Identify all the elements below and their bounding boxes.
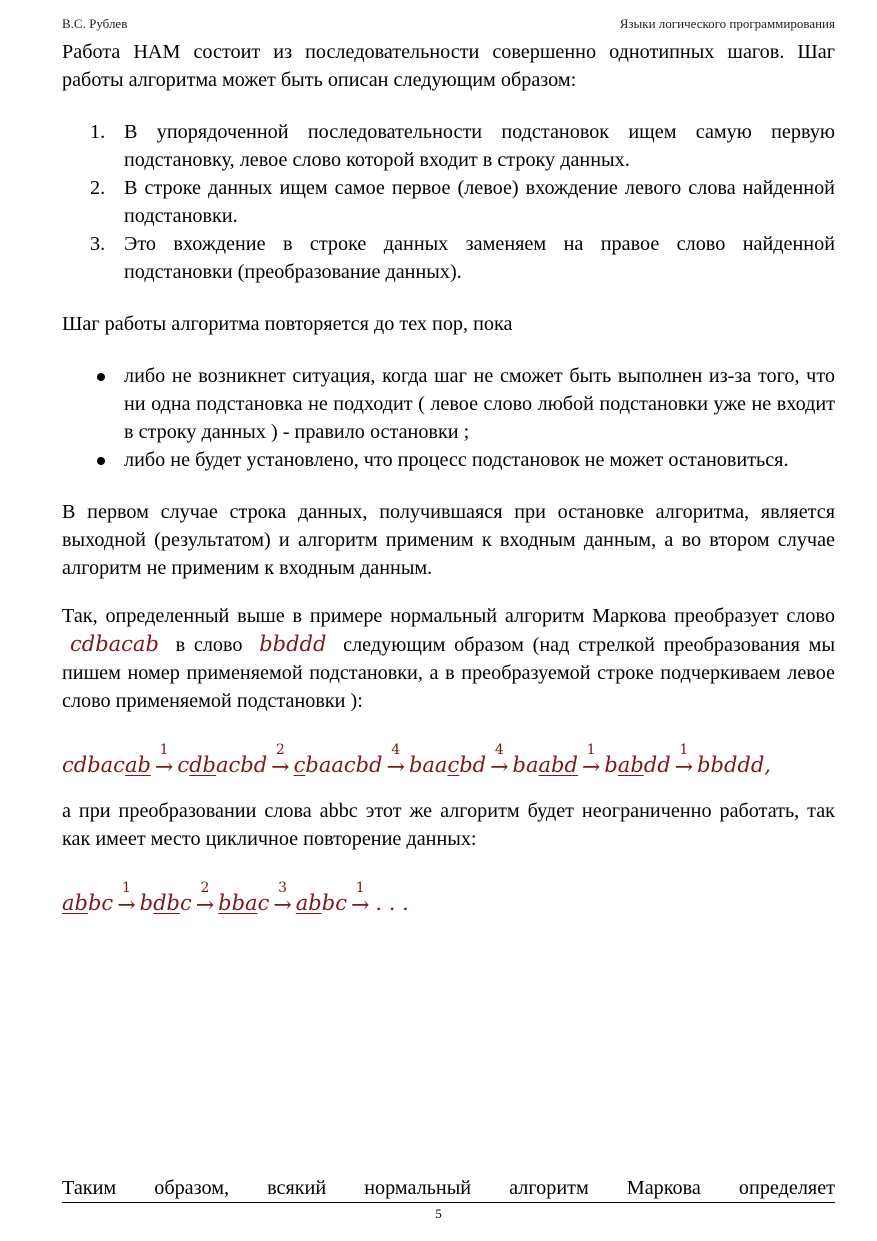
arrow-icon: → (273, 893, 292, 918)
arrow-icon: → (386, 755, 405, 780)
arrow-icon: → (350, 893, 370, 918)
arrow-label: 1 (159, 742, 169, 758)
example-text-3: следующим образом (над стрелкой преобразования мы пишем номер применяемой подстановки, а в преобразуемой строке подчеркиваем левое слово применяемой подстановки ): (62, 634, 836, 712)
word-part: bc (87, 891, 114, 915)
word-part: dd (643, 753, 671, 777)
list-text: Это вхождение в строке данных заменяем на правое слово найденной подстановки (преобразование данных). (124, 233, 835, 283)
underlined-part: db (153, 891, 180, 915)
underlined-part: db (189, 753, 216, 777)
word-part: acbd (216, 753, 268, 777)
list-number: 2. (90, 177, 106, 199)
list-item (62, 174, 835, 230)
chain-word (62, 889, 113, 917)
conditions-list (62, 362, 835, 474)
transition-arrow (387, 743, 405, 779)
steps-list (62, 118, 835, 286)
underlined-part: ab (62, 891, 88, 915)
transition-arrow (490, 743, 508, 779)
list-text: либо не будет установлено, что процесс подстановок не может остановиться. (124, 449, 789, 471)
transition-arrow (351, 881, 369, 917)
arrow-icon: → (195, 893, 215, 918)
intro-paragraph: Работа НАМ состоит из последовательности совершенно однотипных шагов. Шаг работы алгоритма может быть описан следующим образом: (62, 41, 835, 91)
underlined-part: c (447, 753, 460, 777)
arrow-label: 1 (586, 742, 596, 758)
example-paragraph (62, 602, 835, 715)
underlined-part: abd (538, 753, 578, 777)
repeat-paragraph: Шаг работы алгоритма повторяется до тех пор, пока (62, 313, 513, 335)
arrow-icon: → (117, 893, 136, 918)
transition-arrow (273, 881, 291, 917)
arrow-label: 4 (391, 742, 401, 758)
chain-word (294, 751, 383, 779)
word-part: baa (408, 753, 448, 777)
first-case-paragraph: В первом случае строка данных, получившаяся при остановке алгоритма, является выходной (результатом) и алгоритм применим к входным данным, а во втором случае алгоритм не применим к входным данным. (62, 501, 835, 579)
word-part: b (604, 753, 618, 777)
word-from: cdbacab (70, 632, 159, 656)
list-text: В строке данных ищем самое первое (левое) вхождение левого слова найденной подстановки. (124, 177, 835, 227)
word-part: bd (459, 753, 487, 777)
word-part: bbddd, (697, 753, 771, 777)
word-part: cdbac (62, 753, 125, 777)
chain-word (697, 751, 771, 779)
underlined-part: bba (218, 891, 258, 915)
arrow-icon: → (674, 755, 694, 780)
word-part: c (257, 891, 270, 915)
arrow-label: 4 (494, 742, 504, 758)
chain-word (409, 751, 486, 779)
word-part: bc (321, 891, 347, 915)
page-content (62, 38, 835, 917)
list-item (62, 230, 835, 286)
transformation-chain-1 (62, 733, 835, 779)
cycle-paragraph: а при преобразовании слова abbc этот же алгоритм будет неограниченно работать, так как имеет место цикличное повторение данных: (62, 800, 835, 850)
word-part: baacbd (305, 753, 383, 777)
example-text-2: в слово (175, 634, 243, 656)
arrow-label: 1 (121, 880, 131, 896)
arrow-label: 1 (355, 880, 365, 896)
transition-arrow (675, 743, 693, 779)
arrow-icon: → (154, 755, 174, 780)
chain-word (177, 751, 267, 779)
page-header (62, 16, 835, 36)
list-item (62, 118, 835, 174)
footer-divider (62, 1202, 835, 1203)
list-number: 1. (90, 121, 106, 143)
arrow-icon: → (581, 755, 601, 780)
bullet-icon (97, 373, 105, 381)
underlined-part: ab (124, 753, 151, 777)
chain-word (62, 751, 151, 779)
arrow-label: 3 (278, 880, 288, 896)
header-title: Языки логического программирования (619, 16, 835, 31)
list-item (62, 446, 835, 474)
arrow-label: 2 (200, 880, 210, 896)
transition-arrow (155, 743, 173, 779)
chain-word (296, 889, 347, 917)
transformation-chain-2 (62, 871, 835, 917)
chain-word (140, 889, 192, 917)
chain-word (513, 751, 578, 779)
word-part: c (179, 891, 192, 915)
underlined-part: c (293, 753, 306, 777)
word-part: c (177, 753, 190, 777)
arrow-icon: → (490, 755, 509, 780)
underlined-part: ab (617, 753, 644, 777)
transition-arrow (582, 743, 600, 779)
list-number: 3. (90, 233, 106, 255)
ellipsis: . . . (375, 891, 409, 915)
underlined-part: ab (295, 891, 322, 915)
page-number: 5 (435, 1206, 442, 1221)
list-item (62, 362, 835, 446)
list-text: либо не возникнет ситуация, когда шаг не сможет быть выполнен из-за того, что ни одна подстановка не подходит ( левое слово любой подстановки уже не входит в строку данных ) - правило остановки ; (124, 365, 835, 443)
word-to: bbddd (259, 632, 327, 656)
bullet-icon (97, 457, 105, 465)
transition-arrow (271, 743, 289, 779)
word-part: b (139, 891, 154, 915)
transition-arrow (196, 881, 214, 917)
chain-word (218, 889, 269, 917)
last-line: Таким образом, всякий нормальный алгоритм Маркова определяет (62, 1177, 835, 1199)
arrow-label: 1 (679, 742, 689, 758)
list-text: В упорядоченной последовательности подстановок ищем самую первую подстановку, левое слово которой входит в строку данных. (124, 121, 835, 171)
word-part: ba (512, 753, 539, 777)
transition-arrow (117, 881, 135, 917)
example-text-1: Так, определенный выше в примере нормальный алгоритм Маркова преобразует слово (62, 605, 835, 627)
arrow-icon: → (271, 755, 290, 780)
header-author: В.С. Рублев (62, 16, 128, 31)
chain-word (604, 751, 670, 779)
arrow-label: 2 (275, 742, 285, 758)
